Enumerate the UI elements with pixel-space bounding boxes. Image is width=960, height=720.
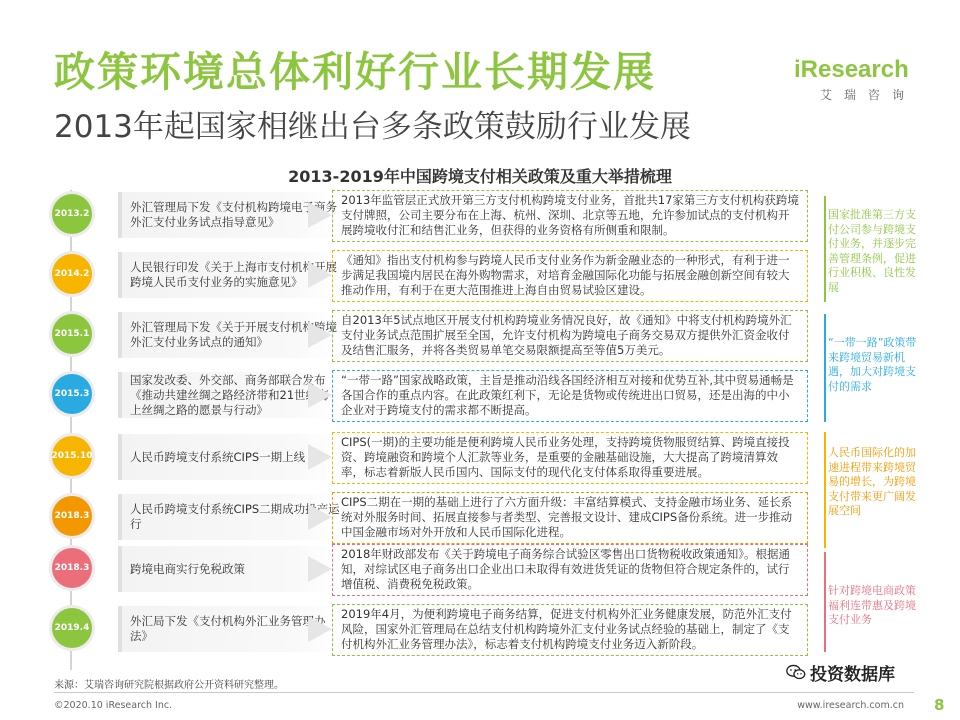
side-note: “一带一路”政策带来跨境贸易新机遇，加大对跨境支付的需求 bbox=[828, 336, 917, 393]
date-badge: 2018.3 bbox=[52, 496, 92, 536]
policy-title: 人民银行印发《关于上海市支付机构开展跨境人民币支付业务的实施意见》 bbox=[118, 252, 340, 298]
policy-detail: 《通知》指出支付机构参与跨境人民币支付业务作为新金融业态的一种形式，有利于进一步满足我国境内居民在海外购物需求，对培育金融国际化功能与拓展金融创新空间有较大推动作用，有利于在更大范围推进上海自由贸易试验区建设。 bbox=[332, 250, 808, 302]
arrow-icon bbox=[308, 556, 332, 582]
side-note: 针对跨境电商政策福利连带惠及跨境支付业务 bbox=[828, 584, 916, 626]
policy-title: 跨境电商实行免税政策 bbox=[118, 546, 340, 592]
side-note: 国家批准第三方支付公司参与跨境支付业务，并逐步完善管理条例，促进行业积极、良性发展 bbox=[828, 208, 916, 294]
source-note: 来源：艾瑞咨询研究院根据政府公开资料研究整理。 bbox=[54, 680, 284, 691]
iresearch-logo bbox=[794, 56, 917, 103]
date-badge: 2013.2 bbox=[52, 194, 92, 234]
page-number: 8 bbox=[934, 696, 945, 714]
arrow-icon bbox=[308, 322, 332, 348]
arrow-icon bbox=[308, 382, 332, 408]
timeline-row bbox=[50, 250, 810, 309]
date-badge: 2015.1 bbox=[52, 314, 92, 354]
arrow-icon bbox=[308, 444, 332, 470]
timeline-row bbox=[50, 544, 810, 603]
timeline-row bbox=[50, 604, 810, 663]
policy-detail: CIPS(一期)的主要功能是便利跨境人民币业务处理，支持跨境货物服贸结算、跨境直接投资、跨境融资和跨境个人汇款等业务，是重要的金融基础设施，大大提高了跨境清算效率，标志着新版人民币国内、国际支付的现代化支付体系取得重要进展。 bbox=[332, 432, 808, 484]
chart-title: 2013-2019年中国跨境支付相关政策及重大举措梳理 bbox=[288, 167, 672, 186]
policy-detail: 2013年监管层正式放开第三方支付机构跨境支付业务，首批共17家第三方支付机构获跨境支付牌照，公司主要分布在上海、杭州、深圳、北京等五地，允许参加试点的支付机构开展跨境收付汇和结售汇业务，但获得的业务资格有所侧重和限制。 bbox=[332, 190, 808, 242]
watermark bbox=[786, 660, 895, 685]
group-bracket bbox=[814, 432, 826, 548]
page-title: 政策环境总体利好行业长期发展 bbox=[54, 48, 656, 96]
policy-detail: 2019年4月，为便利跨境电子商务结算，促进支付机构外汇业务健康发展，防范外汇支付风险，国家外汇管理局在总结支付机构跨境外汇支付业务试点经验的基础上，制定了《支付机构外汇业务管理办法》，标志着支付机构跨境支付业务迈入新阶段。 bbox=[332, 604, 808, 656]
policy-title: 国家发改委、外交部、商务部联合发布《推动共建丝绸之路经济带和21世纪海上丝绸之路的愿景与行动》 bbox=[118, 372, 340, 418]
wechat-icon bbox=[786, 664, 806, 681]
arrow-icon bbox=[308, 202, 332, 228]
side-note: 人民币国际化的加速进程带来跨境贸易的增长，为跨境支付带来更广阔发展空间 bbox=[828, 446, 916, 517]
policy-detail: 2018年财政部发布《关于跨境电子商务综合试验区零售出口货物税收政策通知》。根据通知，对综试区电子商务出口企业出口未取得有效进货凭证的货物但符合规定条件的，试行增值税、消费税免税政策。 bbox=[332, 544, 808, 596]
policy-detail: “一带一路”国家战略政策，主旨是推动沿线各国经济相互对接和优势互补,其中贸易通畅是各国合作的重点内容。在此政策红利下，无论是货物或传统进出口贸易，还是出海的中小企业对于跨境支付的需求都不断提高。 bbox=[332, 370, 808, 422]
date-badge: 2014.2 bbox=[52, 254, 92, 294]
watermark-text: 投资数据库 bbox=[810, 665, 895, 685]
arrow-icon bbox=[308, 262, 332, 288]
arrow-icon bbox=[308, 504, 332, 530]
page-subtitle: 2013年起国家相继出台多条政策鼓励行业发展 bbox=[54, 109, 691, 145]
copyright: ©2020.10 iResearch Inc. bbox=[54, 700, 173, 711]
policy-title: 外汇管理局下发《支付机构跨境电子商务外汇支付业务试点指导意见》 bbox=[118, 192, 340, 238]
policy-title: 外汇局下发《支付机构外汇业务管理办法》 bbox=[118, 606, 340, 652]
footer-divider bbox=[54, 692, 914, 693]
timeline-row bbox=[50, 310, 810, 369]
policy-detail: 自2013年5试点地区开展支付机构跨境业务情况良好，故《通知》中将支付机构跨境外汇支付业务试点范围扩展至全国，允许支付机构为跨境电子商务交易双方提供外汇资金收付及结售汇服务，并将各类贸易单笔交易限额提高至等值5万美元。 bbox=[332, 310, 808, 362]
timeline-row bbox=[50, 190, 810, 249]
date-badge: 2015.10 bbox=[52, 436, 92, 476]
group-bracket bbox=[814, 552, 826, 652]
timeline-row bbox=[50, 370, 810, 429]
date-badge: 2018.3 bbox=[52, 548, 92, 588]
policy-detail: CIPS二期在一期的基础上进行了六方面升级：丰富结算模式、支持金融市场业务、延长系统对外服务时间、拓展直接参与者类型、完善报文设计、建成CIPS备份系统。进一步推动中国金融市场对外开放和人民币国际化进程。 bbox=[332, 492, 808, 544]
date-badge: 2015.3 bbox=[52, 374, 92, 414]
policy-title: 人民币跨境支付系统CIPS一期上线 bbox=[118, 434, 340, 480]
website-link[interactable]: www.iresearch.com.cn bbox=[797, 700, 904, 711]
logo-text: iResearch bbox=[794, 56, 909, 83]
logo-subtext: 艾瑞咨询 bbox=[820, 88, 917, 102]
group-bracket bbox=[814, 196, 826, 302]
timeline-row bbox=[50, 432, 810, 491]
arrow-icon bbox=[308, 616, 332, 642]
policy-title: 外汇管理局下发《关于开展支付机构跨境外汇支付业务试点的通知》 bbox=[118, 312, 340, 358]
group-bracket bbox=[814, 314, 826, 422]
policy-title: 人民币跨境支付系统CIPS二期成功投产运行 bbox=[118, 494, 340, 540]
timeline-row bbox=[50, 492, 810, 551]
date-badge: 2019.4 bbox=[52, 608, 92, 648]
